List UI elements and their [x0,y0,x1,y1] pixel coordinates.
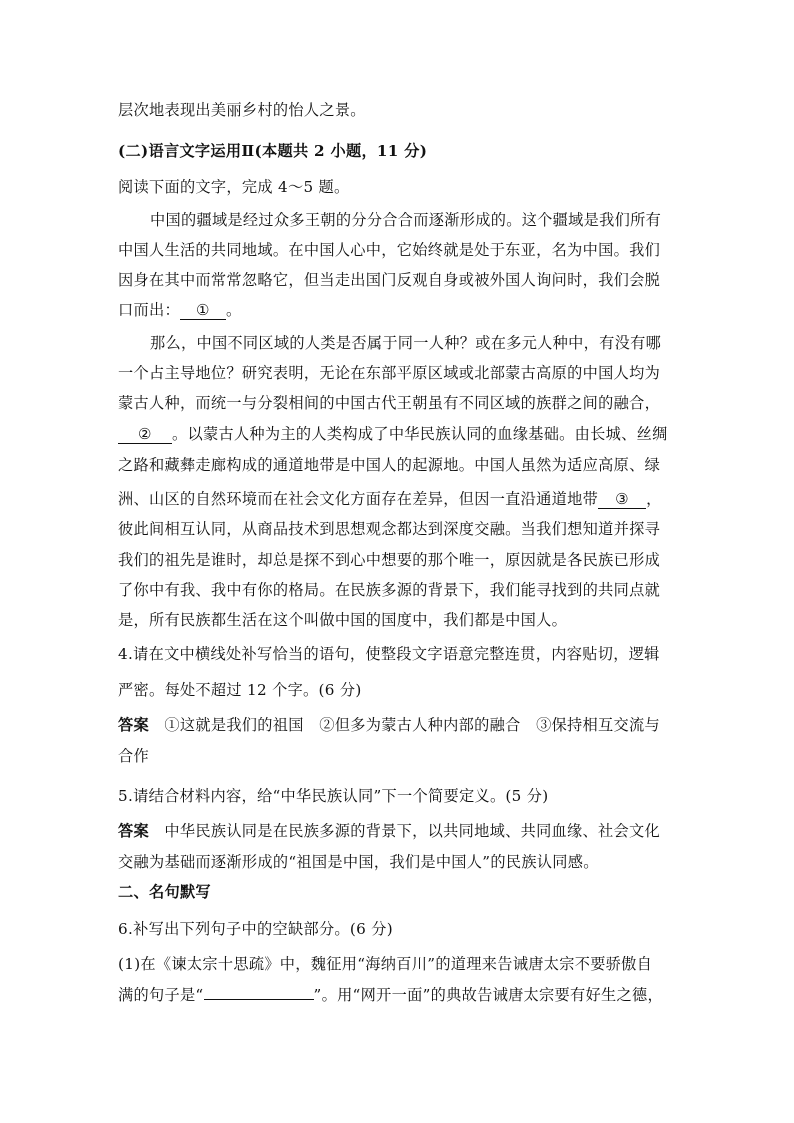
passage-line: 因身在其中而常常忽略它，但当走出国门反观自身或被外国人询问时，我们会脱 [118,271,661,289]
passage-text: ， [646,490,662,508]
passage-text: 洲、山区的自然环境而在社会文化方面存在差异，但因一直沿通道地带 [118,490,599,508]
passage-text: 。以蒙古人种为主的人类构成了中华民族认同的血缘基础。由长城、丝绸 [172,425,668,443]
answer-text: ①这就是我们的祖国 ②但多为蒙古人种内部的融合 ③保持相互交流与 [164,716,660,734]
question-4: 4.请在文中横线处补写恰当的语句，使整段文字语意完整连贯，内容贴切，逻辑 [118,645,660,663]
passage-line: 那么，中国不同区域的人类是否属于同一人种？或在多元人种中，有没有哪 [150,334,662,352]
answer-5-cont: 交融为基础而逐渐形成的“祖国是中国，我们是中国人”的民族认同感。 [118,853,599,871]
answer-4-cont: 合作 [118,747,149,765]
answer-4 [118,715,660,735]
answer-5 [118,821,660,841]
passage-text: 。 [225,301,242,319]
section-heading: (二)语言文字运用Ⅱ(本题共 2 小题，11 分) [118,142,428,160]
passage-line: 了你中有我、我中有你的格局。在民族多源的背景下，我们能寻找到的共同点就 [118,581,661,599]
question-4-cont: 严密。每处不超过 12 个字。(6 分) [118,681,362,699]
text-line: 层次地表现出美丽乡村的怡人之景。 [118,101,366,119]
blank-3: ③ [598,490,646,509]
passage-line: 之路和藏彝走廊构成的通道地带是中国人的起源地。中国人虽然为适应高原、绿 [118,456,661,474]
answer-label: 答案 [118,822,149,840]
passage-line: 彼此间相互认同，从商品技术到思想观念都达到深度交融。当我们想知道并探寻 [118,520,661,538]
answer-text: 中华民族认同是在民族多源的背景下，以共同地域、共同血缘、社会文化 [164,822,660,840]
passage-text: 满的句子是“ [118,986,204,1004]
passage-line [118,300,241,320]
passage-line: 中国的疆域是经过众多王朝的分分合合而逐渐形成的。这个疆域是我们所有 [150,211,662,229]
blank-1: ① [180,301,226,320]
question-6-item-1-cont [118,985,663,1005]
passage-line [118,489,662,509]
question-6-item-1: (1)在《谏太宗十思疏》中，魏征用“海纳百川”的道理来告诫唐太宗不要骄傲自 [118,955,653,973]
passage-line: 一个占主导地位？研究表明，无论在东部平原区域或北部蒙古高原的中国人均为 [118,364,661,382]
passage-line: 是，所有民族都生活在这个叫做中国的国度中，我们都是中国人。 [118,611,568,629]
passage-line: 我们的祖先是谁时，却总是探不到心中想要的那个唯一，原因就是各民族已形成 [118,551,661,569]
passage-line: 中国人生活的共同地域。在中国人心中，它始终就是处于东亚，名为中国。我们 [118,241,661,259]
blank-2: ② [118,425,172,444]
question-6: 6.补写出下列句子中的空缺部分。(6 分) [118,920,393,938]
fill-blank [204,999,314,1000]
passage-line [118,424,668,444]
passage-text: ”。用“网开一面”的典故告诫唐太宗要有好生之德， [313,986,663,1004]
answer-label: 答案 [118,716,149,734]
question-5: 5.请结合材料内容，给“中华民族认同”下一个简要定义。(5 分) [118,787,549,805]
section-heading: 二、名句默写 [118,883,211,901]
passage-text: 口而出： [118,301,180,319]
passage-line: 蒙古人种，而统一与分裂相间的中国古代王朝虽有不同区域的族群之间的融合， [118,394,661,412]
instruction-line: 阅读下面的文字，完成 4～5 题。 [118,178,350,196]
